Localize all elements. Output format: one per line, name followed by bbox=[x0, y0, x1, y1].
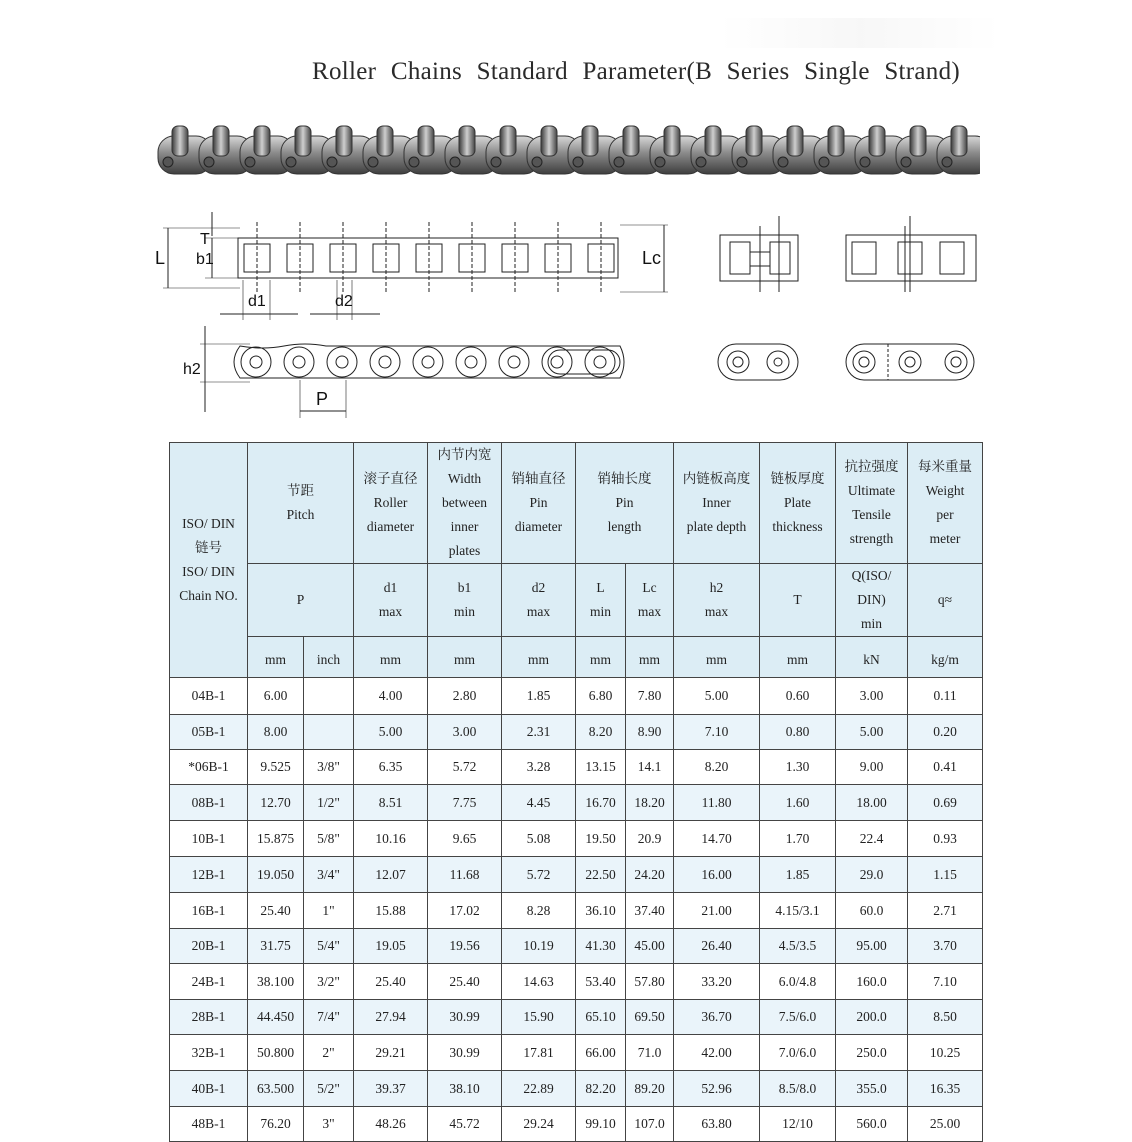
chain-number-cell: 28B-1 bbox=[170, 1000, 248, 1035]
header-cn-label: 抗拉强度 bbox=[844, 459, 899, 474]
value-cell: 6.80 bbox=[576, 678, 626, 715]
value-cell: 355.0 bbox=[836, 1071, 908, 1107]
value-cell: 1.15 bbox=[908, 857, 983, 893]
value-cell: 107.0 bbox=[626, 1107, 674, 1142]
value-cell: 45.00 bbox=[626, 929, 674, 964]
label-b1: b1 bbox=[196, 251, 214, 268]
value-cell: 65.10 bbox=[576, 1000, 626, 1035]
header-cn-label: 每米重量 bbox=[918, 459, 973, 474]
side-view-roller bbox=[499, 347, 529, 377]
header-text-line: h2 bbox=[709, 580, 724, 595]
value-cell: 5/2" bbox=[304, 1071, 354, 1107]
header-text-line: meter bbox=[929, 531, 961, 546]
value-cell: 10.19 bbox=[502, 929, 576, 964]
header-symbol-8 bbox=[908, 564, 983, 637]
value-cell: 2" bbox=[304, 1035, 354, 1071]
header-text-line: Ultimate bbox=[847, 483, 896, 498]
value-cell: 33.20 bbox=[674, 964, 760, 1000]
header-cn-label: 内节内宽 bbox=[437, 447, 492, 462]
value-cell: 12.70 bbox=[248, 785, 304, 821]
value-cell: 36.10 bbox=[576, 893, 626, 929]
chain-number-cell: 05B-1 bbox=[170, 715, 248, 750]
header-symbol-3 bbox=[502, 564, 576, 637]
unit-cell: mm bbox=[674, 637, 760, 678]
unit-cell: mm bbox=[428, 637, 502, 678]
label-T: T bbox=[200, 231, 210, 248]
header-symbol-L bbox=[576, 564, 626, 637]
value-cell: 21.00 bbox=[674, 893, 760, 929]
value-cell: 37.40 bbox=[626, 893, 674, 929]
value-cell: 3.28 bbox=[502, 750, 576, 785]
value-cell: 18.00 bbox=[836, 785, 908, 821]
value-cell bbox=[304, 715, 354, 750]
unit-cell: mm bbox=[760, 637, 836, 678]
header-text-line: min bbox=[454, 604, 476, 619]
header-4 bbox=[576, 443, 674, 564]
header-cn-label: 节距 bbox=[287, 483, 314, 498]
header-text-line: max bbox=[637, 604, 662, 619]
value-cell: 22.50 bbox=[576, 857, 626, 893]
value-cell: 14.1 bbox=[626, 750, 674, 785]
side-view-roller bbox=[585, 347, 615, 377]
parameter-table bbox=[169, 442, 983, 1142]
header-text-line: DIN) bbox=[857, 592, 886, 607]
value-cell: 41.30 bbox=[576, 929, 626, 964]
header-text-line: plates bbox=[448, 543, 481, 558]
value-cell: 5.72 bbox=[428, 750, 502, 785]
header-text-line: Tensile bbox=[852, 507, 891, 522]
header-text-line: max bbox=[704, 604, 729, 619]
side-view-pin bbox=[508, 356, 520, 368]
chain-number-cell: 10B-1 bbox=[170, 821, 248, 857]
table-row bbox=[170, 929, 983, 964]
header-text-line: 链号 bbox=[195, 540, 222, 555]
value-cell: 3.00 bbox=[428, 715, 502, 750]
value-cell: 0.93 bbox=[908, 821, 983, 857]
value-cell: 2.80 bbox=[428, 678, 502, 715]
value-cell: 3.70 bbox=[908, 929, 983, 964]
value-cell: 25.40 bbox=[248, 893, 304, 929]
side-view-roller bbox=[413, 347, 443, 377]
value-cell: 0.41 bbox=[908, 750, 983, 785]
value-cell: 1" bbox=[304, 893, 354, 929]
unit-cell: mm bbox=[248, 637, 304, 678]
chain-number-cell: *06B-1 bbox=[170, 750, 248, 785]
value-cell: 15.88 bbox=[354, 893, 428, 929]
chain-number-cell: 16B-1 bbox=[170, 893, 248, 929]
value-cell: 60.0 bbox=[836, 893, 908, 929]
header-text-line: diameter bbox=[366, 519, 415, 534]
value-cell: 19.50 bbox=[576, 821, 626, 857]
value-cell: 250.0 bbox=[836, 1035, 908, 1071]
chain-dimension-drawing bbox=[0, 0, 1132, 440]
table-row bbox=[170, 964, 983, 1000]
value-cell: 38.10 bbox=[428, 1071, 502, 1107]
header-text-line: Roller bbox=[373, 495, 408, 510]
value-cell: 8.20 bbox=[576, 715, 626, 750]
value-cell: 3.00 bbox=[836, 678, 908, 715]
chain-number-cell: 04B-1 bbox=[170, 678, 248, 715]
value-cell: 1/2" bbox=[304, 785, 354, 821]
header-text-line: strength bbox=[849, 531, 894, 546]
value-cell: 63.500 bbox=[248, 1071, 304, 1107]
value-cell: 19.050 bbox=[248, 857, 304, 893]
value-cell: 8.51 bbox=[354, 785, 428, 821]
label-Lc: Lc bbox=[642, 248, 662, 268]
header-text-line: ISO/ DIN bbox=[182, 564, 235, 579]
value-cell: 4.15/3.1 bbox=[760, 893, 836, 929]
value-cell: 8.20 bbox=[674, 750, 760, 785]
value-cell: 24.20 bbox=[626, 857, 674, 893]
side-view-pin bbox=[336, 356, 348, 368]
table-row bbox=[170, 1071, 983, 1107]
value-cell: 57.80 bbox=[626, 964, 674, 1000]
value-cell: 66.00 bbox=[576, 1035, 626, 1071]
value-cell: 95.00 bbox=[836, 929, 908, 964]
unit-cell: mm bbox=[576, 637, 626, 678]
value-cell: 16.70 bbox=[576, 785, 626, 821]
header-symbol-5 bbox=[674, 564, 760, 637]
value-cell: 26.40 bbox=[674, 929, 760, 964]
header-symbol-0 bbox=[248, 564, 354, 637]
value-cell: 9.00 bbox=[836, 750, 908, 785]
value-cell: 2.71 bbox=[908, 893, 983, 929]
header-text-line: thickness bbox=[772, 519, 823, 534]
value-cell: 560.0 bbox=[836, 1107, 908, 1142]
header-3 bbox=[502, 443, 576, 564]
header-text-line: plate depth bbox=[686, 519, 747, 534]
value-cell: 15.90 bbox=[502, 1000, 576, 1035]
header-cn-label: 链板厚度 bbox=[770, 471, 825, 486]
header-7 bbox=[836, 443, 908, 564]
value-cell: 5/4" bbox=[304, 929, 354, 964]
value-cell: 11.68 bbox=[428, 857, 502, 893]
unit-cell: kg/m bbox=[908, 637, 983, 678]
value-cell: 42.00 bbox=[674, 1035, 760, 1071]
value-cell: 3/4" bbox=[304, 857, 354, 893]
value-cell: 15.875 bbox=[248, 821, 304, 857]
header-text-line: diameter bbox=[514, 519, 563, 534]
table-row bbox=[170, 785, 983, 821]
header-text-line: Q(ISO/ bbox=[851, 568, 892, 583]
header-text-line: max bbox=[526, 604, 551, 619]
value-cell: 13.15 bbox=[576, 750, 626, 785]
chain-number-cell: 40B-1 bbox=[170, 1071, 248, 1107]
header-text-line: length bbox=[607, 519, 642, 534]
value-cell: 38.100 bbox=[248, 964, 304, 1000]
value-cell: 200.0 bbox=[836, 1000, 908, 1035]
chain-number-cell: 24B-1 bbox=[170, 964, 248, 1000]
header-text-line: Weight bbox=[925, 483, 965, 498]
value-cell: 5.72 bbox=[502, 857, 576, 893]
value-cell: 19.56 bbox=[428, 929, 502, 964]
side-view-roller bbox=[327, 347, 357, 377]
value-cell: 17.02 bbox=[428, 893, 502, 929]
header-text-line: inner bbox=[450, 519, 479, 534]
value-cell: 6.00 bbox=[248, 678, 304, 715]
header-chain-no bbox=[170, 443, 248, 678]
header-2 bbox=[428, 443, 502, 564]
header-text-line: T bbox=[793, 592, 802, 607]
value-cell: 12/10 bbox=[760, 1107, 836, 1142]
value-cell: 8.00 bbox=[248, 715, 304, 750]
header-text-line: min bbox=[590, 604, 612, 619]
value-cell: 5/8" bbox=[304, 821, 354, 857]
unit-cell: kN bbox=[836, 637, 908, 678]
header-cn-label: 内链板高度 bbox=[682, 471, 751, 486]
table-row bbox=[170, 1000, 983, 1035]
value-cell: 89.20 bbox=[626, 1071, 674, 1107]
value-cell: 50.800 bbox=[248, 1035, 304, 1071]
header-text-line: L bbox=[596, 580, 605, 595]
value-cell: 12.07 bbox=[354, 857, 428, 893]
page-title: Roller Chains Standard Parameter(B Series Single Strand) bbox=[312, 58, 961, 85]
table-row bbox=[170, 1107, 983, 1142]
header-row-symbols bbox=[170, 564, 983, 637]
label-L: L bbox=[155, 248, 166, 268]
value-cell: 22.4 bbox=[836, 821, 908, 857]
header-text-line: Width bbox=[447, 471, 482, 486]
table-row bbox=[170, 821, 983, 857]
value-cell: 7/4" bbox=[304, 1000, 354, 1035]
value-cell: 36.70 bbox=[674, 1000, 760, 1035]
value-cell: 7.5/6.0 bbox=[760, 1000, 836, 1035]
side-view-pin bbox=[379, 356, 391, 368]
header-text-line: Lc bbox=[642, 580, 657, 595]
label-P: P bbox=[316, 389, 329, 409]
header-text-line: Pin bbox=[615, 495, 634, 510]
value-cell: 48.26 bbox=[354, 1107, 428, 1142]
value-cell: 3/2" bbox=[304, 964, 354, 1000]
table-row bbox=[170, 857, 983, 893]
header-text-line: Inner bbox=[702, 495, 731, 510]
table-row bbox=[170, 750, 983, 785]
value-cell: 14.70 bbox=[674, 821, 760, 857]
value-cell: 18.20 bbox=[626, 785, 674, 821]
value-cell: 6.0/4.8 bbox=[760, 964, 836, 1000]
header-row-units bbox=[170, 637, 983, 678]
header-text-line: q≈ bbox=[937, 592, 953, 607]
value-cell: 11.80 bbox=[674, 785, 760, 821]
value-cell: 0.69 bbox=[908, 785, 983, 821]
value-cell: 53.40 bbox=[576, 964, 626, 1000]
header-6 bbox=[760, 443, 836, 564]
side-view-roller bbox=[456, 347, 486, 377]
value-cell: 25.00 bbox=[908, 1107, 983, 1142]
unit-cell: mm bbox=[354, 637, 428, 678]
value-cell: 10.16 bbox=[354, 821, 428, 857]
value-cell: 20.9 bbox=[626, 821, 674, 857]
value-cell: 29.21 bbox=[354, 1035, 428, 1071]
side-view-pin bbox=[551, 356, 563, 368]
header-symbol-1 bbox=[354, 564, 428, 637]
value-cell: 31.75 bbox=[248, 929, 304, 964]
value-cell: 5.00 bbox=[836, 715, 908, 750]
value-cell: 1.85 bbox=[760, 857, 836, 893]
value-cell: 5.00 bbox=[674, 678, 760, 715]
side-view-roller bbox=[542, 347, 572, 377]
value-cell: 7.10 bbox=[908, 964, 983, 1000]
header-text-line: ISO/ DIN bbox=[182, 516, 235, 531]
value-cell: 19.05 bbox=[354, 929, 428, 964]
value-cell: 10.25 bbox=[908, 1035, 983, 1071]
value-cell: 9.525 bbox=[248, 750, 304, 785]
header-text-line: Pitch bbox=[286, 507, 315, 522]
header-8 bbox=[908, 443, 983, 564]
header-cn-label: 销轴直径 bbox=[511, 471, 566, 486]
value-cell: 9.65 bbox=[428, 821, 502, 857]
value-cell: 0.80 bbox=[760, 715, 836, 750]
value-cell: 4.00 bbox=[354, 678, 428, 715]
side-view-roller bbox=[284, 347, 314, 377]
header-text-line: P bbox=[296, 592, 305, 607]
value-cell: 1.30 bbox=[760, 750, 836, 785]
value-cell: 4.5/3.5 bbox=[760, 929, 836, 964]
chain-number-cell: 20B-1 bbox=[170, 929, 248, 964]
value-cell: 7.10 bbox=[674, 715, 760, 750]
side-view-connecting-link bbox=[548, 350, 620, 374]
value-cell: 8.28 bbox=[502, 893, 576, 929]
header-text-line: max bbox=[378, 604, 403, 619]
side-view-roller bbox=[241, 347, 271, 377]
value-cell: 17.81 bbox=[502, 1035, 576, 1071]
header-text-line: Pin bbox=[529, 495, 548, 510]
header-text-line: Chain NO. bbox=[179, 588, 238, 603]
chain-number-cell: 08B-1 bbox=[170, 785, 248, 821]
value-cell: 0.11 bbox=[908, 678, 983, 715]
value-cell: 5.08 bbox=[502, 821, 576, 857]
value-cell: 2.31 bbox=[502, 715, 576, 750]
value-cell: 7.0/6.0 bbox=[760, 1035, 836, 1071]
table-row bbox=[170, 678, 983, 715]
value-cell: 22.89 bbox=[502, 1071, 576, 1107]
label-d1: d1 bbox=[248, 293, 266, 310]
value-cell: 16.00 bbox=[674, 857, 760, 893]
value-cell: 4.45 bbox=[502, 785, 576, 821]
value-cell: 44.450 bbox=[248, 1000, 304, 1035]
value-cell: 52.96 bbox=[674, 1071, 760, 1107]
header-text-line: Plate bbox=[784, 495, 812, 510]
header-symbol-2 bbox=[428, 564, 502, 637]
value-cell: 3/8" bbox=[304, 750, 354, 785]
side-view-pin bbox=[293, 356, 305, 368]
side-view-pin bbox=[250, 356, 262, 368]
header-symbol-6 bbox=[760, 564, 836, 637]
header-row-names bbox=[170, 443, 983, 564]
value-cell: 0.20 bbox=[908, 715, 983, 750]
value-cell: 160.0 bbox=[836, 964, 908, 1000]
header-text-line: per bbox=[936, 507, 954, 522]
value-cell: 30.99 bbox=[428, 1035, 502, 1071]
value-cell: 16.35 bbox=[908, 1071, 983, 1107]
value-cell: 3" bbox=[304, 1107, 354, 1142]
label-d2: d2 bbox=[335, 293, 353, 310]
side-view-pin bbox=[594, 356, 606, 368]
unit-cell: mm bbox=[502, 637, 576, 678]
table-row bbox=[170, 893, 983, 929]
table-row bbox=[170, 715, 983, 750]
chain-number-cell: 48B-1 bbox=[170, 1107, 248, 1142]
header-cn-label: 销轴长度 bbox=[597, 471, 652, 486]
value-cell: 71.0 bbox=[626, 1035, 674, 1071]
value-cell: 39.37 bbox=[354, 1071, 428, 1107]
value-cell: 25.40 bbox=[354, 964, 428, 1000]
header-text-line: min bbox=[861, 616, 883, 631]
value-cell: 5.00 bbox=[354, 715, 428, 750]
value-cell: 0.60 bbox=[760, 678, 836, 715]
table-row bbox=[170, 1035, 983, 1071]
value-cell: 14.63 bbox=[502, 964, 576, 1000]
header-symbol-Lc bbox=[626, 564, 674, 637]
value-cell: 30.99 bbox=[428, 1000, 502, 1035]
value-cell: 1.60 bbox=[760, 785, 836, 821]
value-cell bbox=[304, 678, 354, 715]
value-cell: 8.5/8.0 bbox=[760, 1071, 836, 1107]
value-cell: 25.40 bbox=[428, 964, 502, 1000]
header-text-line: d2 bbox=[531, 580, 546, 595]
value-cell: 29.0 bbox=[836, 857, 908, 893]
header-text-line: b1 bbox=[457, 580, 472, 595]
value-cell: 6.35 bbox=[354, 750, 428, 785]
side-view-roller bbox=[370, 347, 400, 377]
value-cell: 8.90 bbox=[626, 715, 674, 750]
value-cell: 7.80 bbox=[626, 678, 674, 715]
header-5 bbox=[674, 443, 760, 564]
value-cell: 1.70 bbox=[760, 821, 836, 857]
header-1 bbox=[354, 443, 428, 564]
side-view-pin bbox=[465, 356, 477, 368]
value-cell: 99.10 bbox=[576, 1107, 626, 1142]
unit-cell: inch bbox=[304, 637, 354, 678]
value-cell: 69.50 bbox=[626, 1000, 674, 1035]
header-text-line: between bbox=[442, 495, 487, 510]
chain-number-cell: 32B-1 bbox=[170, 1035, 248, 1071]
header-symbol-7 bbox=[836, 564, 908, 637]
value-cell: 27.94 bbox=[354, 1000, 428, 1035]
value-cell: 45.72 bbox=[428, 1107, 502, 1142]
value-cell: 29.24 bbox=[502, 1107, 576, 1142]
value-cell: 63.80 bbox=[674, 1107, 760, 1142]
header-0 bbox=[248, 443, 354, 564]
value-cell: 1.85 bbox=[502, 678, 576, 715]
side-view-pin bbox=[422, 356, 434, 368]
header-cn-label: 滚子直径 bbox=[363, 471, 418, 486]
value-cell: 82.20 bbox=[576, 1071, 626, 1107]
value-cell: 8.50 bbox=[908, 1000, 983, 1035]
header-text-line: d1 bbox=[383, 580, 398, 595]
label-h2: h2 bbox=[183, 361, 201, 378]
unit-cell: mm bbox=[626, 637, 674, 678]
chain-number-cell: 12B-1 bbox=[170, 857, 248, 893]
value-cell: 7.75 bbox=[428, 785, 502, 821]
value-cell: 76.20 bbox=[248, 1107, 304, 1142]
table-body bbox=[170, 443, 983, 1142]
